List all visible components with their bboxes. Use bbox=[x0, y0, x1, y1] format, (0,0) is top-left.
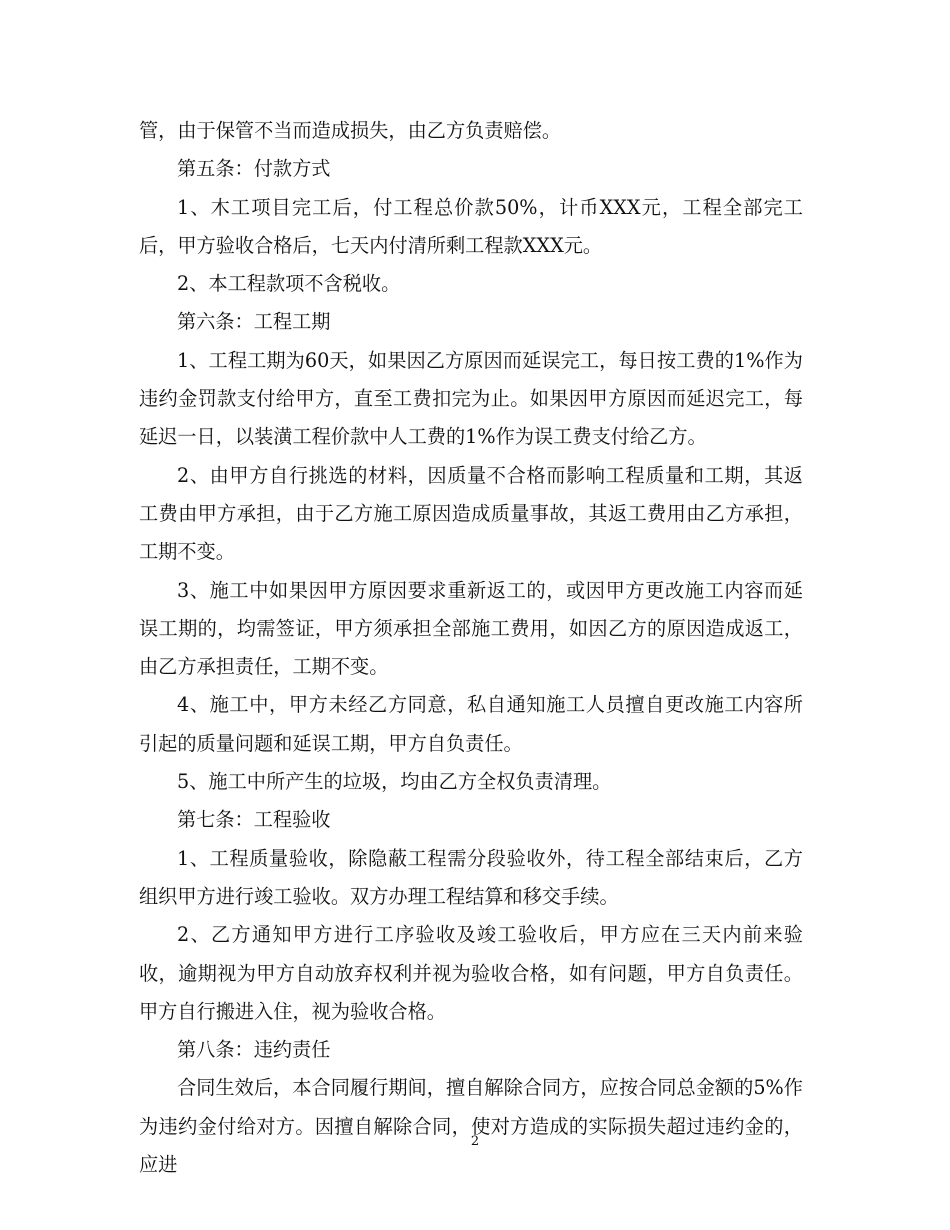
paragraph: 2、由甲方自行挑选的材料，因质量不合格而影响工程质量和工期，其返工费由甲方承担，由于乙方施工原因造成质量事故，其返工费用由乙方承担，工期不变。 bbox=[139, 463, 803, 564]
section-heading-article-5: 第五条：付款方式 bbox=[177, 157, 331, 181]
section-heading-article-8: 第八条：违约责任 bbox=[177, 1038, 331, 1062]
paragraph: 1、木工项目完工后，付工程总价款50%，计币XXX元，工程全部完工后，甲方验收合格后，七天内付清所剩工程款XXX元。 bbox=[139, 195, 803, 257]
document-body bbox=[139, 112, 803, 1184]
paragraph: 2、乙方通知甲方进行工序验收及竣工验收后，甲方应在三天内前来验收，逾期视为甲方自动放弃权利并视为验收合格，如有问题，甲方自负责任。甲方自行搬进入住，视为验收合格。 bbox=[139, 923, 803, 1023]
paragraph: 3、施工中如果因甲方原因要求重新返工的，或因甲方更改施工内容而延误工期的，均需签证，甲方须承担全部施工费用，如因乙方的原因造成返工，由乙方承担责任，工期不变。 bbox=[139, 578, 803, 679]
paragraph: 合同生效后，本合同履行期间，擅自解除合同方，应按合同总金额的5%作为违约金付给对方。因擅自解除合同，使对方造成的实际损失超过违约金的，应进 bbox=[139, 1076, 803, 1177]
paragraph: 5、施工中所产生的垃圾，均由乙方全权负责清理。 bbox=[177, 770, 612, 794]
section-heading-article-6: 第六条：工程工期 bbox=[177, 310, 331, 334]
paragraph: 1、工程质量验收，除隐蔽工程需分段验收外，待工程全部结束后，乙方组织甲方进行竣工验收。双方办理工程结算和移交手续。 bbox=[139, 846, 803, 908]
paragraph: 2、本工程款项不含税收。 bbox=[177, 272, 401, 296]
paragraph: 1、工程工期为60天，如果因乙方原因而延误完工，每日按工费的1%作为违约金罚款支付给甲方，直至工费扣完为止。如果因甲方原因而延迟完工，每延迟一日，以装潢工程价款中人工费的1%作为误工费支付给乙方。 bbox=[139, 348, 803, 449]
paragraph: 管，由于保管不当而造成损失，由乙方负责赔偿。 bbox=[139, 119, 562, 142]
paragraph: 4、施工中，甲方未经乙方同意，私自通知施工人员擅自更改施工内容所引起的质量问题和延误工期，甲方自负责任。 bbox=[139, 693, 803, 755]
section-heading-article-7: 第七条：工程验收 bbox=[177, 808, 331, 832]
page-number: 2 bbox=[470, 1134, 480, 1149]
